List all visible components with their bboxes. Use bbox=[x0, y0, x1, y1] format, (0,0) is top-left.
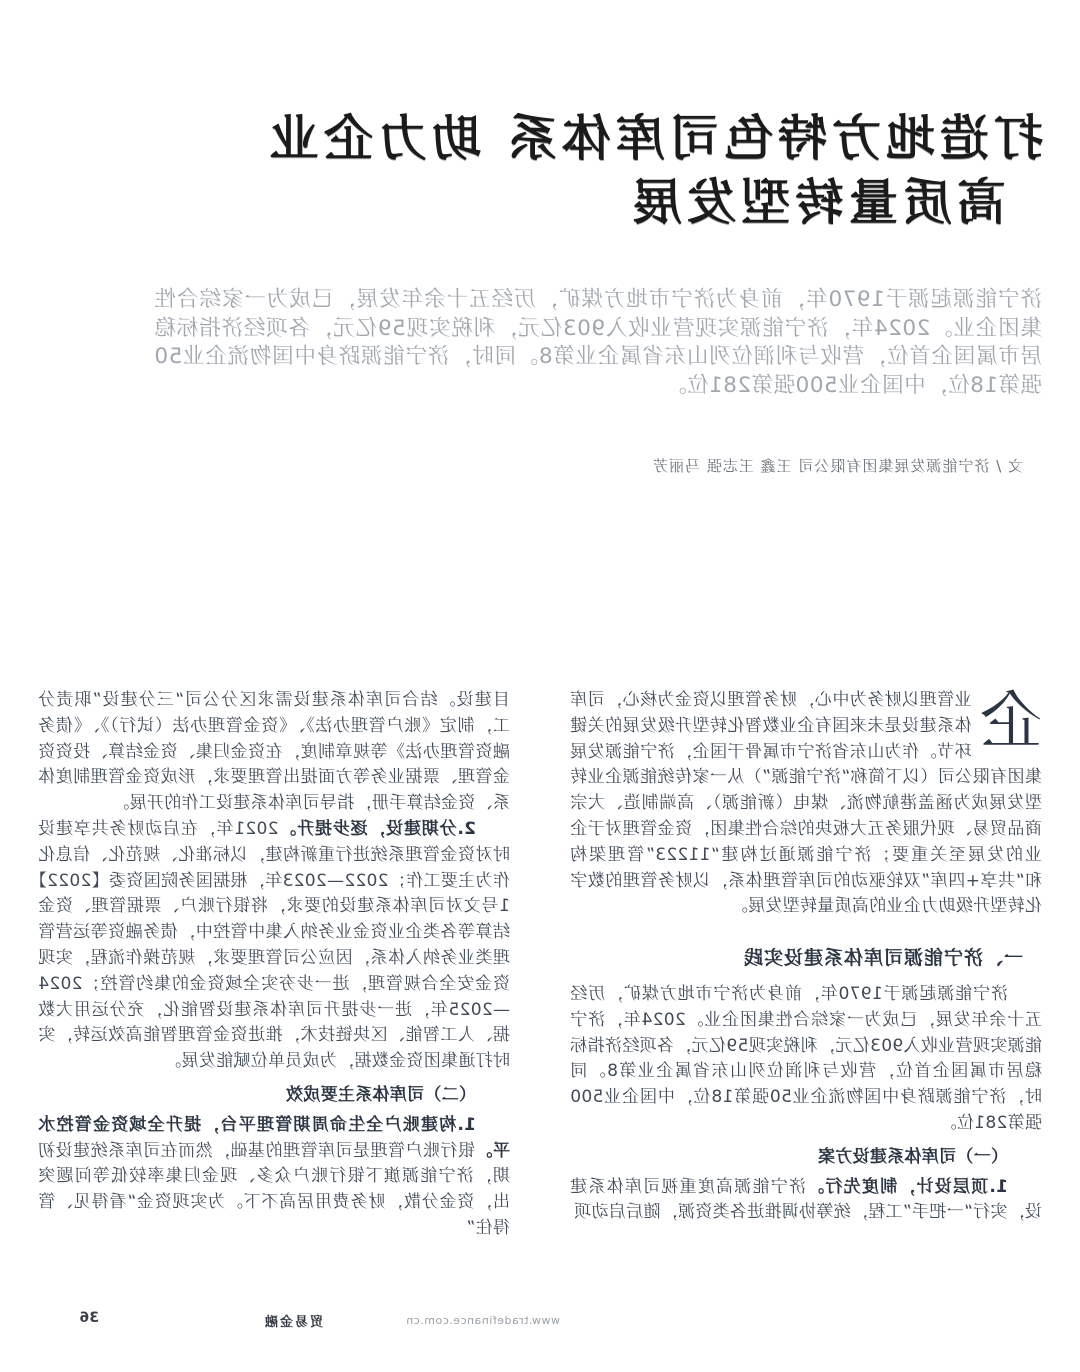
footer-page-number: 36 bbox=[79, 1310, 99, 1326]
subsection-heading-2: （二）司库体系主要成效 bbox=[285, 1084, 476, 1105]
paragraph-top-design-text: 济宁能源高度重视司库体系建设，实行“一把手”工程，统筹协调推进各类资源，随后启动项 bbox=[570, 1176, 1042, 1223]
paragraph-account-platform bbox=[38, 1113, 510, 1242]
body-column-1 bbox=[570, 688, 1042, 1276]
article-byline: 文 / 济宁能源发展集团有限公司 王鑫 王志强 马丽芳 bbox=[652, 457, 1023, 475]
paragraph-phased-construction bbox=[38, 817, 510, 1075]
paragraph-dropcap-text: 业管理以财务为中心，财务管理以资金为核心，司库体系建设是未来国有企业数智化转型升级发展的关键环节。作为山东省济宁市属骨干国企，济宁能源发展集团有限公司（以下简称“济宁能源”）从一家传统能源企业转型发展成为涵盖港航物流、煤电（新能源）、高端制造、大宗商品贸易、现代服务五大板块的综合性集团，资金管理对于企业的发展至关重要；济宁能源通过构建“11223”管理架构和“共享+四库”双轮驱动的司库管理体系，以财务管理的数字化转型升级助力企业的高质量转型发展。 bbox=[570, 690, 1042, 917]
article-title-line2: 高质量转型发展 bbox=[627, 174, 1006, 231]
paragraph-dropcap bbox=[570, 688, 1042, 920]
footer-website: www.tradefinance.com.cn bbox=[405, 1314, 560, 1327]
paragraph-phased-construction-text: 2021年，在启动财务共享建设时对资金管理系统进行重新构建，以标准化、规范化、信息化作为主要工作；2022—2023年，根据国务院国资委【2022】1号文对司库体系建设的要求，将银行账户、票据管理、资金结算等各类企业资金业务纳入集中管控中，债务融资等运营管理类业务纳入体系，因应公司管理要求，规范操作流程，实现资金安全合规管理，进一步夯实全域资金的集约管控；2024—2025年，进一步提升司库体系建设智能化，充分运用大数据、人工智能、区块链技术，推进资金管理智能高效运转，实时打通集团资金数据，为成员单位赋能发展。 bbox=[38, 818, 510, 1072]
footer-magazine-name: 贸易金融 bbox=[262, 1315, 323, 1330]
article-title-line1: 打造地方特色司库体系 助力企业 bbox=[264, 110, 1043, 167]
paragraph-company-overview: 济宁能源起源于1970年，前身为济宁市地方煤矿，历经五十余年发展，已成为一家综合性集团企业。2024年，济宁能源实现营业收入903亿元，利税实现59亿元，各项经济指标稳居市属国企首位，营收与利润位列山东省属企业第8。同时，济宁能源跻身中国物流企业50强第18位，中国企业500强第281位。 bbox=[570, 983, 1042, 1133]
paragraph-account-platform-text: 银行账户管理是司库管理的基础，然而在司库系统建设初期，济宁能源旗下银行账户众多、现金归集率较低等问题突出，资金分散，财务费用居高不下。为实现资金“看得见、管得住” bbox=[38, 1140, 510, 1238]
paragraph-phased-construction-lead: 2.分期建设，逐步提升。 bbox=[278, 818, 476, 839]
body-column-2 bbox=[38, 688, 510, 1276]
dropcap-character: 企 bbox=[979, 688, 1042, 757]
section-heading-1: 一、济宁能源司库体系建设实践 bbox=[742, 947, 1023, 970]
article-lede: 济宁能源起源于1970年，前身为济宁市地方煤矿，历经五十余年发展，已成为一家综合性集团企业。2024年，济宁能源实现营业收入903亿元，利税实现59亿元，各项经济指标稳居市属国企首位，营收与利润位列山东省属企业第8。同时，济宁能源跻身中国物流企业50强第18位，中国企业500强第281位。 bbox=[154, 287, 1042, 398]
paragraph-account-platform-lead: 1.构建账户全生命周期管理平台，提升全域资金管控水平。 bbox=[38, 1114, 510, 1161]
paragraph-top-design bbox=[570, 1175, 1042, 1227]
paragraph-continuation: 目建设。结合司库体系建设需求区分公司“三分建设”职责分工，制定《账户管理办法》、《资金管理办法（试行）》、《债务融资管理办法》等规章制度，在资金归集、资金结算、投资资金管理、票据业务等方面提出管理要求，形成资金管理制度体系、资金结算手册，指导司库体系建设工作的开展。 bbox=[38, 690, 510, 814]
subsection-heading-1: （一）司库体系建设方案 bbox=[817, 1146, 1008, 1167]
paragraph-top-design-lead: 1.顶层设计，制度先行。 bbox=[805, 1176, 1008, 1197]
